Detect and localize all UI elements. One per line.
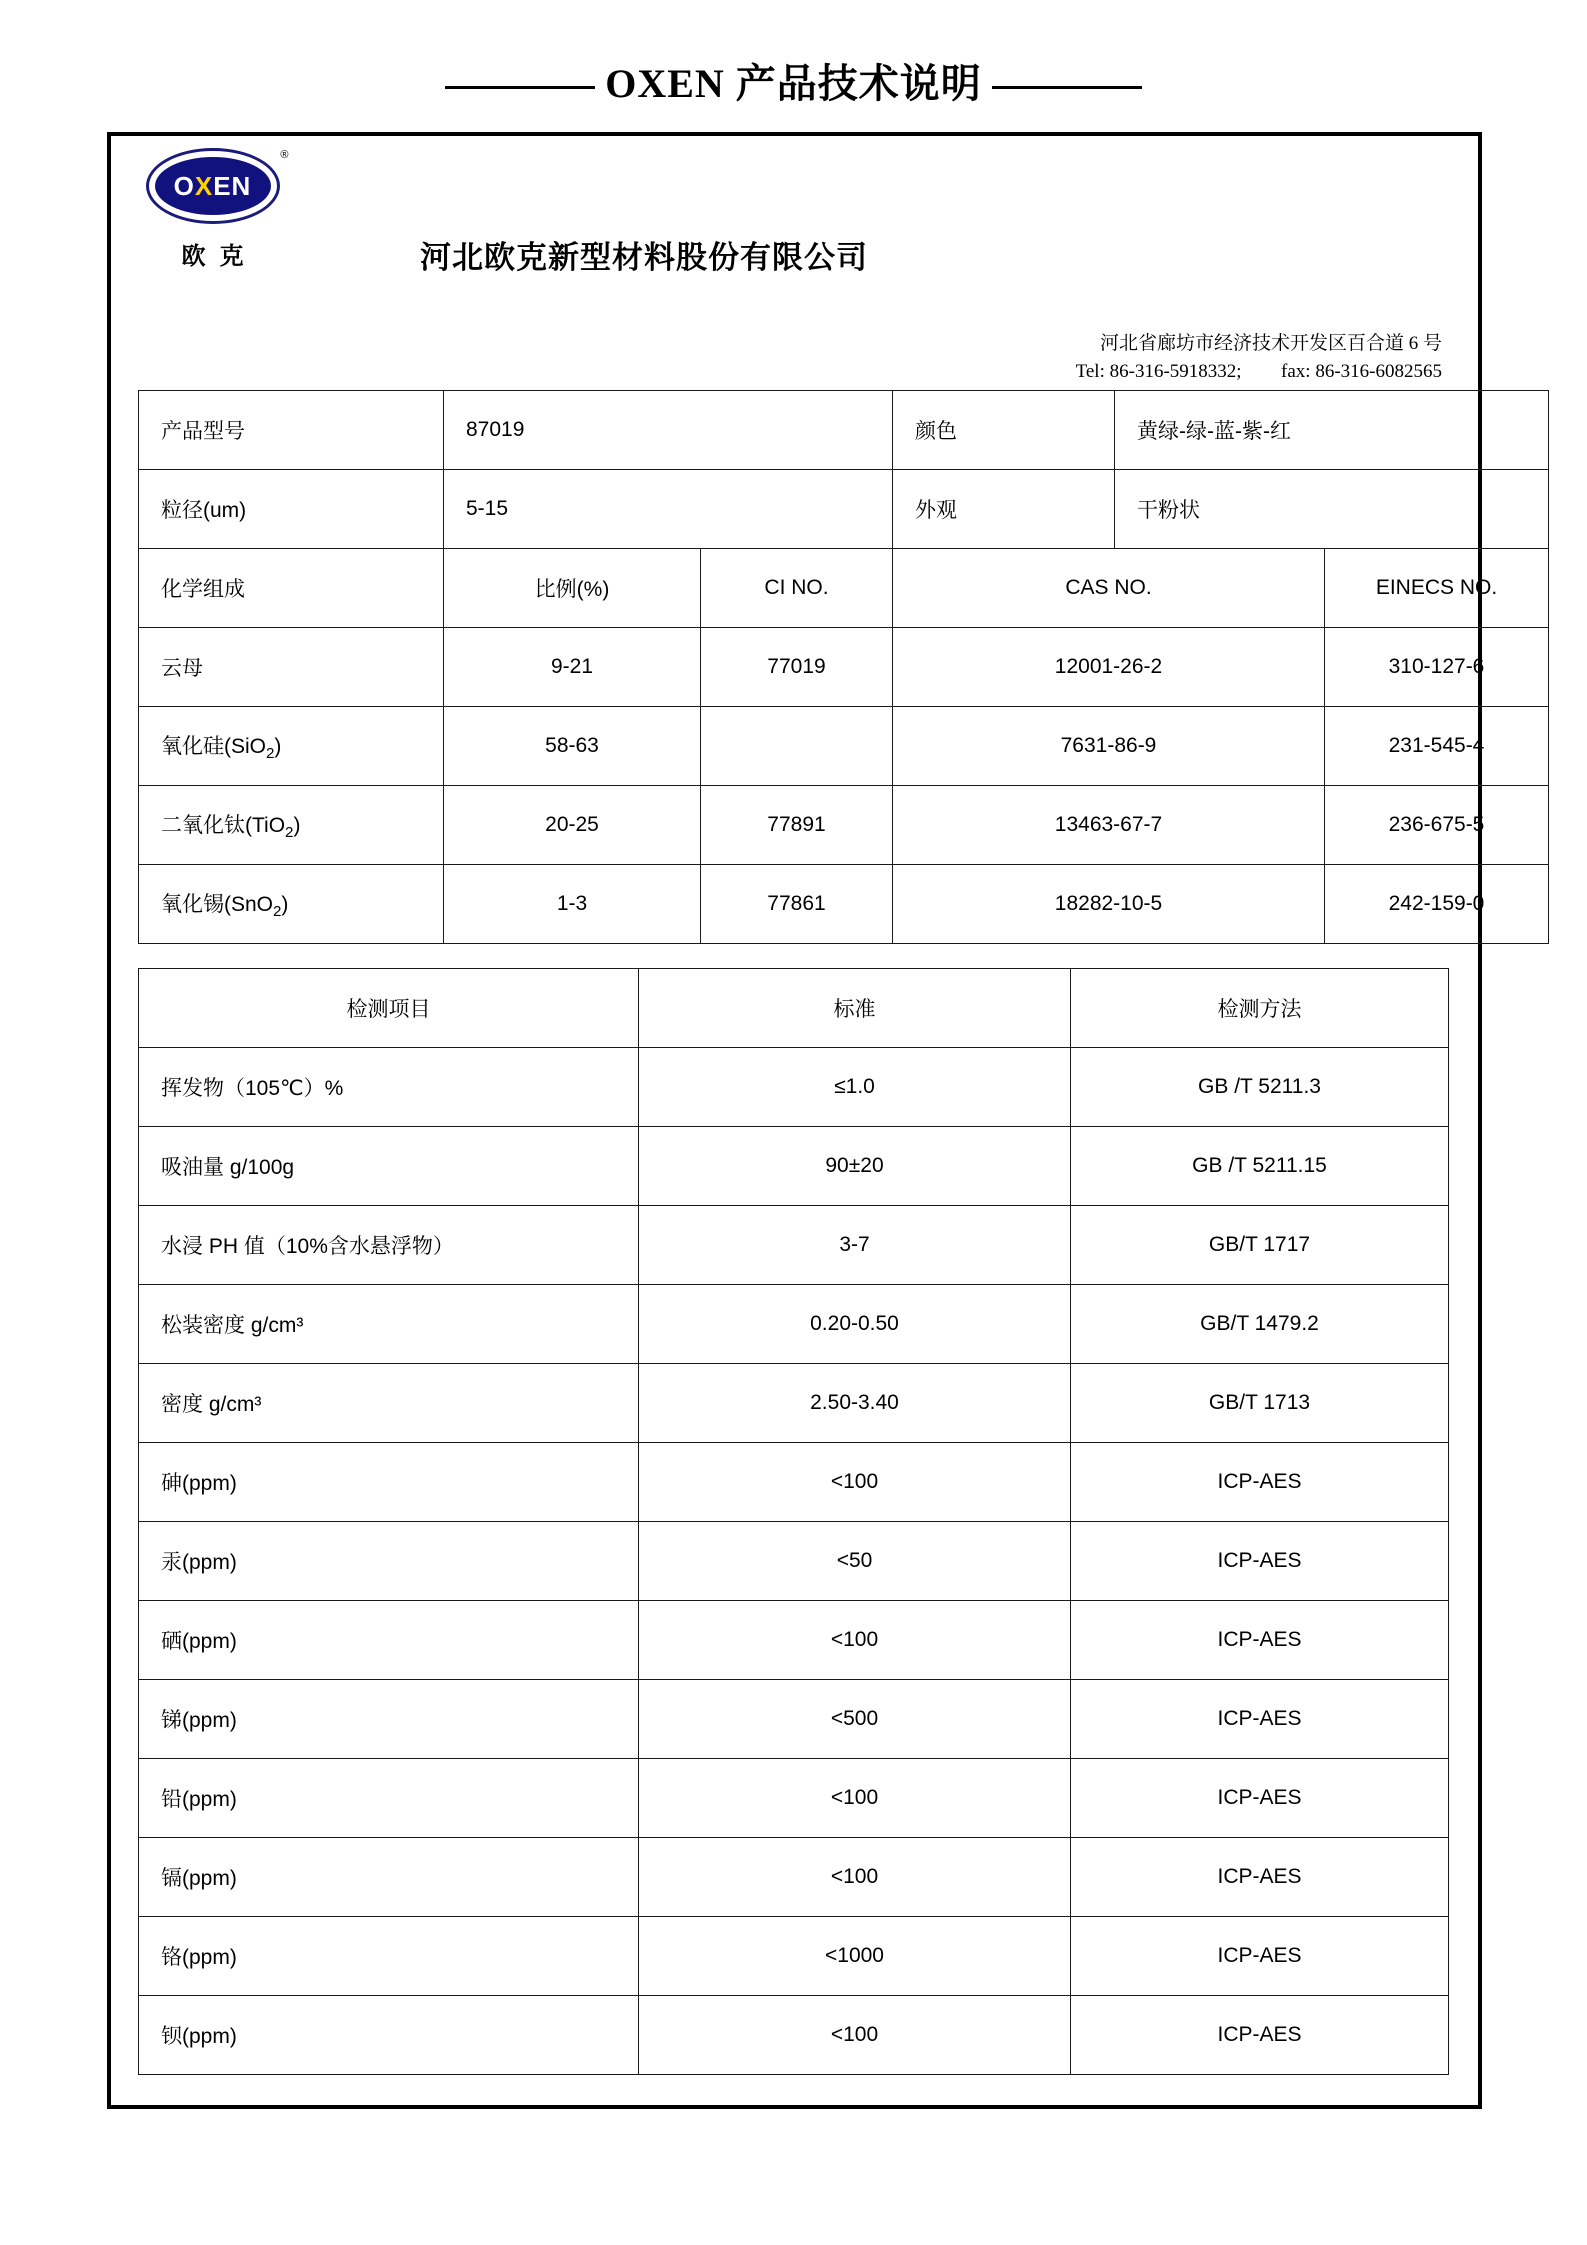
composition-name: 云母: [139, 628, 444, 707]
test-item: 松装密度 g/cm³: [139, 1285, 639, 1364]
test-header-standard: 标准: [639, 969, 1071, 1048]
appearance-label: 外观: [893, 470, 1115, 549]
table-row: [139, 391, 1549, 470]
color-value: 黄绿-绿-蓝-紫-红: [1115, 391, 1549, 470]
test-item: 水浸 PH 值（10%含水悬浮物）: [139, 1206, 639, 1285]
test-item: 钡(ppm): [139, 1996, 639, 2075]
table-row: [139, 1206, 1449, 1285]
composition-einecs: 242-159-0: [1325, 865, 1549, 944]
test-standard: 3-7: [639, 1206, 1071, 1285]
test-standard: <100: [639, 1838, 1071, 1917]
table-row: [139, 786, 1549, 865]
test-method: ICP-AES: [1071, 1759, 1449, 1838]
table-row: [139, 1838, 1449, 1917]
test-item: 铅(ppm): [139, 1759, 639, 1838]
composition-header-name: 化学组成: [139, 549, 444, 628]
test-standard: <50: [639, 1522, 1071, 1601]
table-row: [139, 1917, 1449, 1996]
test-item: 砷(ppm): [139, 1443, 639, 1522]
composition-cas: 12001-26-2: [893, 628, 1325, 707]
table-row: [139, 1522, 1449, 1601]
company-tel: Tel: 86-316-5918332;: [1075, 360, 1242, 382]
composition-ratio: 1-3: [444, 865, 701, 944]
table-row: [139, 1759, 1449, 1838]
composition-einecs: 231-545-4: [1325, 707, 1549, 786]
table-row: [139, 1680, 1449, 1759]
logo-brand-text: OXEN: [173, 170, 252, 201]
company-name: 河北欧克新型材料股份有限公司: [420, 240, 868, 275]
test-item: 铬(ppm): [139, 1917, 639, 1996]
composition-header-cas: CAS NO.: [893, 549, 1325, 628]
particle-size-label: 粒径(um): [139, 470, 444, 549]
product-specification-table: [138, 390, 1549, 944]
test-method: ICP-AES: [1071, 1838, 1449, 1917]
table-row: [139, 1601, 1449, 1680]
composition-name: 氧化硅(SiO$_2$): [139, 707, 444, 786]
test-header-item: 检测项目: [139, 969, 639, 1048]
table-row: [139, 707, 1549, 786]
test-method: ICP-AES: [1071, 1917, 1449, 1996]
composition-cas: 13463-67-7: [893, 786, 1325, 865]
appearance-value: 干粉状: [1115, 470, 1549, 549]
particle-size-value: 5-15: [444, 470, 893, 549]
test-item: 锑(ppm): [139, 1680, 639, 1759]
composition-header-ratio: 比例(%): [444, 549, 701, 628]
composition-ci: 77019: [701, 628, 893, 707]
logo-chinese-text: 欧克: [181, 243, 258, 270]
company-logo: [145, 148, 289, 271]
test-item: 镉(ppm): [139, 1838, 639, 1917]
company-contact-block: [1076, 330, 1442, 385]
table-row: [139, 1996, 1449, 2075]
table-row: [139, 1127, 1449, 1206]
test-item: 吸油量 g/100g: [139, 1127, 639, 1206]
composition-cas: 18282-10-5: [893, 865, 1325, 944]
test-item: 挥发物（105℃）%: [139, 1048, 639, 1127]
test-method: ICP-AES: [1071, 1996, 1449, 2075]
test-standard: <100: [639, 1601, 1071, 1680]
table-row: [139, 865, 1549, 944]
composition-header-einecs: EINECS NO.: [1325, 549, 1549, 628]
composition-ci: [701, 707, 893, 786]
table-row: [139, 1285, 1449, 1364]
registered-mark-icon: ®: [280, 149, 289, 161]
test-standard: 2.50-3.40: [639, 1364, 1071, 1443]
test-standard: 90±20: [639, 1127, 1071, 1206]
test-method: ICP-AES: [1071, 1443, 1449, 1522]
table-header-row: [139, 969, 1449, 1048]
test-standard: <1000: [639, 1917, 1071, 1996]
test-standard: <100: [639, 1759, 1071, 1838]
company-address: 河北省廊坊市经济技术开发区百合道 6 号: [1099, 333, 1442, 354]
test-method: ICP-AES: [1071, 1680, 1449, 1759]
company-contact-line: [1076, 358, 1442, 386]
test-standard: 0.20-0.50: [639, 1285, 1071, 1364]
test-specification-table: [138, 968, 1449, 2075]
company-fax: fax: 86-316-6082565: [1281, 360, 1442, 382]
test-method: GB /T 5211.15: [1071, 1127, 1449, 1206]
test-method: GB /T 5211.3: [1071, 1048, 1449, 1127]
table-row: [139, 628, 1549, 707]
test-header-method: 检测方法: [1071, 969, 1449, 1048]
title-rule-right: [992, 86, 1142, 89]
test-standard: ≤1.0: [639, 1048, 1071, 1127]
table-row: [139, 1364, 1449, 1443]
composition-name: 氧化锡(SnO$_2$): [139, 865, 444, 944]
test-standard: <100: [639, 1443, 1071, 1522]
table-row: [139, 470, 1549, 549]
test-standard: <500: [639, 1680, 1071, 1759]
composition-ci: 77861: [701, 865, 893, 944]
test-item: 硒(ppm): [139, 1601, 639, 1680]
composition-header-ci: CI NO.: [701, 549, 893, 628]
test-item: 密度 g/cm³: [139, 1364, 639, 1443]
test-method: ICP-AES: [1071, 1601, 1449, 1680]
logo-badge: [146, 148, 289, 224]
table-row: [139, 1048, 1449, 1127]
test-standard: <100: [639, 1996, 1071, 2075]
composition-ratio: 20-25: [444, 786, 701, 865]
composition-ratio: 58-63: [444, 707, 701, 786]
test-method: GB/T 1479.2: [1071, 1285, 1449, 1364]
document-title-row: [0, 52, 1587, 109]
test-method: ICP-AES: [1071, 1522, 1449, 1601]
composition-ratio: 9-21: [444, 628, 701, 707]
composition-einecs: 236-675-5: [1325, 786, 1549, 865]
table-header-row: [139, 549, 1549, 628]
composition-name: 二氧化钛(TiO$_2$): [139, 786, 444, 865]
test-method: GB/T 1713: [1071, 1364, 1449, 1443]
composition-ci: 77891: [701, 786, 893, 865]
title-rule-left: [445, 86, 595, 89]
color-label: 颜色: [893, 391, 1115, 470]
composition-einecs: 310-127-6: [1325, 628, 1549, 707]
page-title: OXEN 产品技术说明: [605, 61, 982, 106]
test-method: GB/T 1717: [1071, 1206, 1449, 1285]
composition-cas: 7631-86-9: [893, 707, 1325, 786]
test-item: 汞(ppm): [139, 1522, 639, 1601]
product-model-label: 产品型号: [139, 391, 444, 470]
table-row: [139, 1443, 1449, 1522]
product-model-value: 87019: [444, 391, 893, 470]
